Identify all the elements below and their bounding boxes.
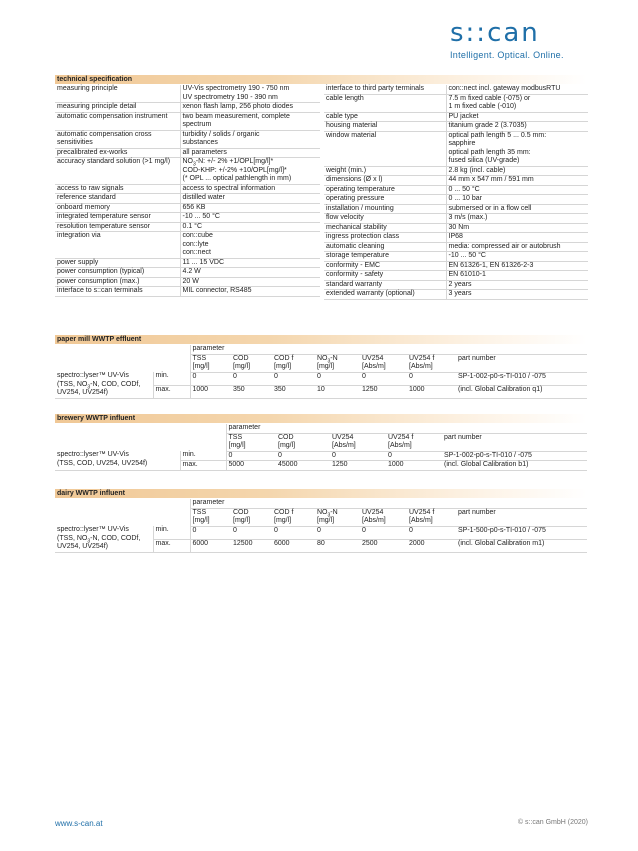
spec-value: $NO_3-N$: +/- 2% +1/OPL[mg/l]* COD-KHP: +/-2% +10/OPL[mg/l]* (* OPL ... optical pathlength in mm) <box>180 158 320 185</box>
calib-table <box>55 499 587 553</box>
spec-row <box>324 131 588 166</box>
part-number: SP-1-002-p0-s-TI-010 / -075 <box>456 372 587 385</box>
spec-label: onboard memory <box>55 203 180 213</box>
max-value: 1000 <box>407 385 456 398</box>
spec-row <box>324 271 588 281</box>
spec-label: housing material <box>324 122 446 132</box>
spec-value: media: compressed air or autobrush <box>446 242 588 252</box>
max-value: 45000 <box>276 461 330 471</box>
spec-label: resolution temperature sensor <box>55 222 180 232</box>
spec-label: dimensions (Ø x l) <box>324 176 446 186</box>
spec-value: all parameters <box>180 148 320 158</box>
logo-tagline: Intelligent. Optical. Online. <box>450 50 564 60</box>
blank-cell <box>55 354 153 372</box>
spec-row <box>55 85 320 103</box>
spec-value: 44 mm x 547 mm / 591 mm <box>446 176 588 186</box>
spec-row <box>55 232 320 259</box>
column-header: UV254 [Abs/m] <box>360 508 407 526</box>
spec-row <box>55 130 320 148</box>
column-header: TSS [mg/l] <box>226 433 276 451</box>
min-value: 0 <box>231 372 272 385</box>
spec-value: 3 m/s (max.) <box>446 214 588 224</box>
spec-row <box>55 194 320 204</box>
spec-label: reference standard <box>55 194 180 204</box>
spec-label: integration via <box>55 232 180 259</box>
calibration-note: (incl. Global Calibration q1) <box>456 385 587 398</box>
spec-value: 656 KB <box>180 203 320 213</box>
min-value: 0 <box>330 451 386 461</box>
spec-label: measuring principle <box>55 85 180 103</box>
spec-value: 0 ... 50 °C <box>446 185 588 195</box>
column-header: COD [mg/l] <box>231 508 272 526</box>
calib-table-title: brewery WWTP influent <box>55 414 587 423</box>
spec-label: access to raw signals <box>55 184 180 194</box>
calib-table <box>55 424 587 471</box>
spec-value: submersed or in a flow cell <box>446 204 588 214</box>
footer-copyright: © s::can GmbH (2020) <box>517 819 588 826</box>
column-header: COD [mg/l] <box>276 433 330 451</box>
max-value: 80 <box>315 539 360 552</box>
spec-row <box>324 112 588 122</box>
spec-value: 4.2 W <box>180 268 320 278</box>
blank-cell <box>55 424 180 433</box>
column-header: TSS [mg/l] <box>190 508 231 526</box>
spec-row <box>324 252 588 262</box>
spec-label: conformity - EMC <box>324 261 446 271</box>
spec-value: turbidity / solids / organic substances <box>180 130 320 148</box>
spec-label: conformity - safety <box>324 271 446 281</box>
spec-label: measuring principle detail <box>55 103 180 113</box>
brand-logo <box>450 20 610 60</box>
spec-label: automatic compensation instrument <box>55 112 180 130</box>
spec-table-left <box>55 85 320 297</box>
spec-table-right <box>324 85 588 300</box>
spec-label: interface to third party terminals <box>324 85 446 94</box>
column-header: COD f [mg/l] <box>272 508 315 526</box>
blank-cell <box>153 345 190 354</box>
spec-value: two beam measurement, complete spectrum <box>180 112 320 130</box>
part-number-header: part number <box>456 354 587 372</box>
spec-section-title: technical specification <box>55 75 587 84</box>
spec-row <box>324 204 588 214</box>
column-header: UV254 [Abs/m] <box>330 433 386 451</box>
max-value: 6000 <box>190 539 231 552</box>
spec-row <box>324 261 588 271</box>
spec-label: storage temperature <box>324 252 446 262</box>
spec-row <box>324 176 588 186</box>
spec-label: cable type <box>324 112 446 122</box>
min-value: 0 <box>360 372 407 385</box>
spec-value: -10 ... 50 °C <box>446 252 588 262</box>
column-header: TSS [mg/l] <box>190 354 231 372</box>
column-header: $NO_3-N$ [mg/l] <box>315 354 360 372</box>
spec-label: extended warranty (optional) <box>324 290 446 300</box>
min-value: 0 <box>315 526 360 539</box>
max-value: 2000 <box>407 539 456 552</box>
blank-cell <box>153 499 190 508</box>
min-value: 0 <box>226 451 276 461</box>
part-number: SP-1-500-p0-s-TI-010 / -075 <box>456 526 587 539</box>
spec-value: 0.1 °C <box>180 222 320 232</box>
spec-row <box>55 277 320 287</box>
min-value: 0 <box>407 372 456 385</box>
max-value: 1000 <box>190 385 231 398</box>
part-number-header: part number <box>456 508 587 526</box>
min-label: min. <box>153 526 190 539</box>
calibration-note: (incl. Global Calibration m1) <box>456 539 587 552</box>
spec-value: EN 61010-1 <box>446 271 588 281</box>
spec-row <box>324 290 588 300</box>
spec-value: 0 ... 10 bar <box>446 195 588 205</box>
footer-url[interactable]: www.s-can.at <box>55 819 103 828</box>
min-value: 0 <box>272 372 315 385</box>
spec-row <box>55 222 320 232</box>
max-value: 1000 <box>386 461 442 471</box>
min-value: 0 <box>190 526 231 539</box>
spec-row <box>55 213 320 223</box>
max-value: 10 <box>315 385 360 398</box>
spec-label: window material <box>324 131 446 166</box>
spec-value: optical path length 5 ... 0.5 mm: sapphire optical path length 35 mm: fused silica (UV-grade) <box>446 131 588 166</box>
spec-label: accuracy standard solution (>1 mg/l) <box>55 158 180 185</box>
logo-wordmark: s::can <box>450 18 540 48</box>
max-value: 1250 <box>360 385 407 398</box>
parameter-header: parameter <box>190 499 587 508</box>
spec-label: mechanical stability <box>324 223 446 233</box>
min-value: 0 <box>272 526 315 539</box>
spec-label: power supply <box>55 258 180 268</box>
max-value: 2500 <box>360 539 407 552</box>
spec-row <box>55 258 320 268</box>
spec-row <box>324 85 588 94</box>
part-number: SP-1-002-p0-s-TI-010 / -075 <box>442 451 587 461</box>
column-header: UV254 f [Abs/m] <box>407 508 456 526</box>
spec-row <box>55 203 320 213</box>
product-name: spectro::lyser™ UV-Vis (TSS, $NO_3-N$, COD, CODf, UV254, UV254f) <box>55 372 153 398</box>
spec-label: installation / mounting <box>324 204 446 214</box>
min-value: 0 <box>231 526 272 539</box>
spec-value: con::nect incl. gateway modbusRTU <box>446 85 588 94</box>
blank-cell <box>55 345 153 354</box>
min-value: 0 <box>386 451 442 461</box>
spec-label: standard warranty <box>324 280 446 290</box>
spec-row <box>324 195 588 205</box>
spec-row <box>324 94 588 112</box>
spec-row <box>55 184 320 194</box>
spec-value: EN 61326-1, EN 61326-2-3 <box>446 261 588 271</box>
spec-row <box>324 242 588 252</box>
calib-table-title: paper mill WWTP effluent <box>55 335 587 344</box>
spec-row <box>324 185 588 195</box>
spec-row <box>55 103 320 113</box>
spec-label: weight (min.) <box>324 166 446 176</box>
column-header: UV254 f [Abs/m] <box>386 433 442 451</box>
min-label: min. <box>153 372 190 385</box>
spec-row <box>55 268 320 278</box>
max-value: 350 <box>231 385 272 398</box>
spec-value: 2.8 kg (incl. cable) <box>446 166 588 176</box>
min-value: 0 <box>407 526 456 539</box>
spec-row <box>324 223 588 233</box>
spec-label: power consumption (max.) <box>55 277 180 287</box>
part-number-header: part number <box>442 433 587 451</box>
spec-value: 30 Nm <box>446 223 588 233</box>
spec-row <box>324 233 588 243</box>
min-value: 0 <box>360 526 407 539</box>
spec-value: 7.5 m fixed cable (-075) or 1 m fixed cable (-010) <box>446 94 588 112</box>
spec-value: PU jacket <box>446 112 588 122</box>
min-value: 0 <box>190 372 231 385</box>
blank-cell <box>153 508 190 526</box>
spec-value: UV-Vis spectrometry 190 - 750 nm UV spectrometry 190 - 390 nm <box>180 85 320 103</box>
blank-cell <box>55 499 153 508</box>
blank-cell <box>180 433 226 451</box>
spec-value: xenon flash lamp, 256 photo diodes <box>180 103 320 113</box>
spec-label: ingress protection class <box>324 233 446 243</box>
parameter-header: parameter <box>226 424 587 433</box>
spec-row <box>324 166 588 176</box>
spec-label: interface to s::can terminals <box>55 287 180 297</box>
blank-cell <box>55 433 180 451</box>
max-value: 1250 <box>330 461 386 471</box>
spec-label: integrated temperature sensor <box>55 213 180 223</box>
spec-row <box>324 122 588 132</box>
blank-cell <box>55 508 153 526</box>
spec-label: flow velocity <box>324 214 446 224</box>
max-value: 12500 <box>231 539 272 552</box>
max-label: max. <box>180 461 226 471</box>
min-label: min. <box>180 451 226 461</box>
blank-cell <box>153 354 190 372</box>
column-header: COD [mg/l] <box>231 354 272 372</box>
spec-row <box>55 148 320 158</box>
parameter-header: parameter <box>190 345 587 354</box>
min-value: 0 <box>276 451 330 461</box>
blank-cell <box>180 424 226 433</box>
spec-value: 11 ... 15 VDC <box>180 258 320 268</box>
spec-value: 2 years <box>446 280 588 290</box>
spec-row <box>55 158 320 185</box>
spec-row <box>55 287 320 297</box>
max-value: 350 <box>272 385 315 398</box>
spec-value: titanium grade 2 (3.7035) <box>446 122 588 132</box>
spec-value: con::cube con::lyte con::nect <box>180 232 320 259</box>
spec-row <box>55 112 320 130</box>
spec-label: cable length <box>324 94 446 112</box>
spec-label: automatic cleaning <box>324 242 446 252</box>
column-header: COD f [mg/l] <box>272 354 315 372</box>
max-label: max. <box>153 539 190 552</box>
spec-value: -10 ... 50 °C <box>180 213 320 223</box>
spec-value: distilled water <box>180 194 320 204</box>
spec-label: operating temperature <box>324 185 446 195</box>
spec-label: precalibrated ex-works <box>55 148 180 158</box>
calibration-note: (incl. Global Calibration b1) <box>442 461 587 471</box>
max-label: max. <box>153 385 190 398</box>
spec-value: IP68 <box>446 233 588 243</box>
max-value: 6000 <box>272 539 315 552</box>
spec-value: 20 W <box>180 277 320 287</box>
spec-label: operating pressure <box>324 195 446 205</box>
calib-table <box>55 345 587 399</box>
spec-label: power consumption (typical) <box>55 268 180 278</box>
spec-row <box>324 214 588 224</box>
product-name: spectro::lyser™ UV-Vis (TSS, COD, UV254, UV254f) <box>55 451 180 470</box>
max-value: 5000 <box>226 461 276 471</box>
min-value: 0 <box>315 372 360 385</box>
column-header: UV254 [Abs/m] <box>360 354 407 372</box>
spec-value: MIL connector, RS485 <box>180 287 320 297</box>
calib-table-title: dairy WWTP influent <box>55 489 587 498</box>
column-header: UV254 f [Abs/m] <box>407 354 456 372</box>
spec-label: automatic compensation cross sensitivities <box>55 130 180 148</box>
product-name: spectro::lyser™ UV-Vis (TSS, $NO_3-N$, COD, CODf, UV254, UV254f) <box>55 526 153 552</box>
spec-value: access to spectral information <box>180 184 320 194</box>
column-header: $NO_3-N$ [mg/l] <box>315 508 360 526</box>
spec-value: 3 years <box>446 290 588 300</box>
spec-row <box>324 280 588 290</box>
